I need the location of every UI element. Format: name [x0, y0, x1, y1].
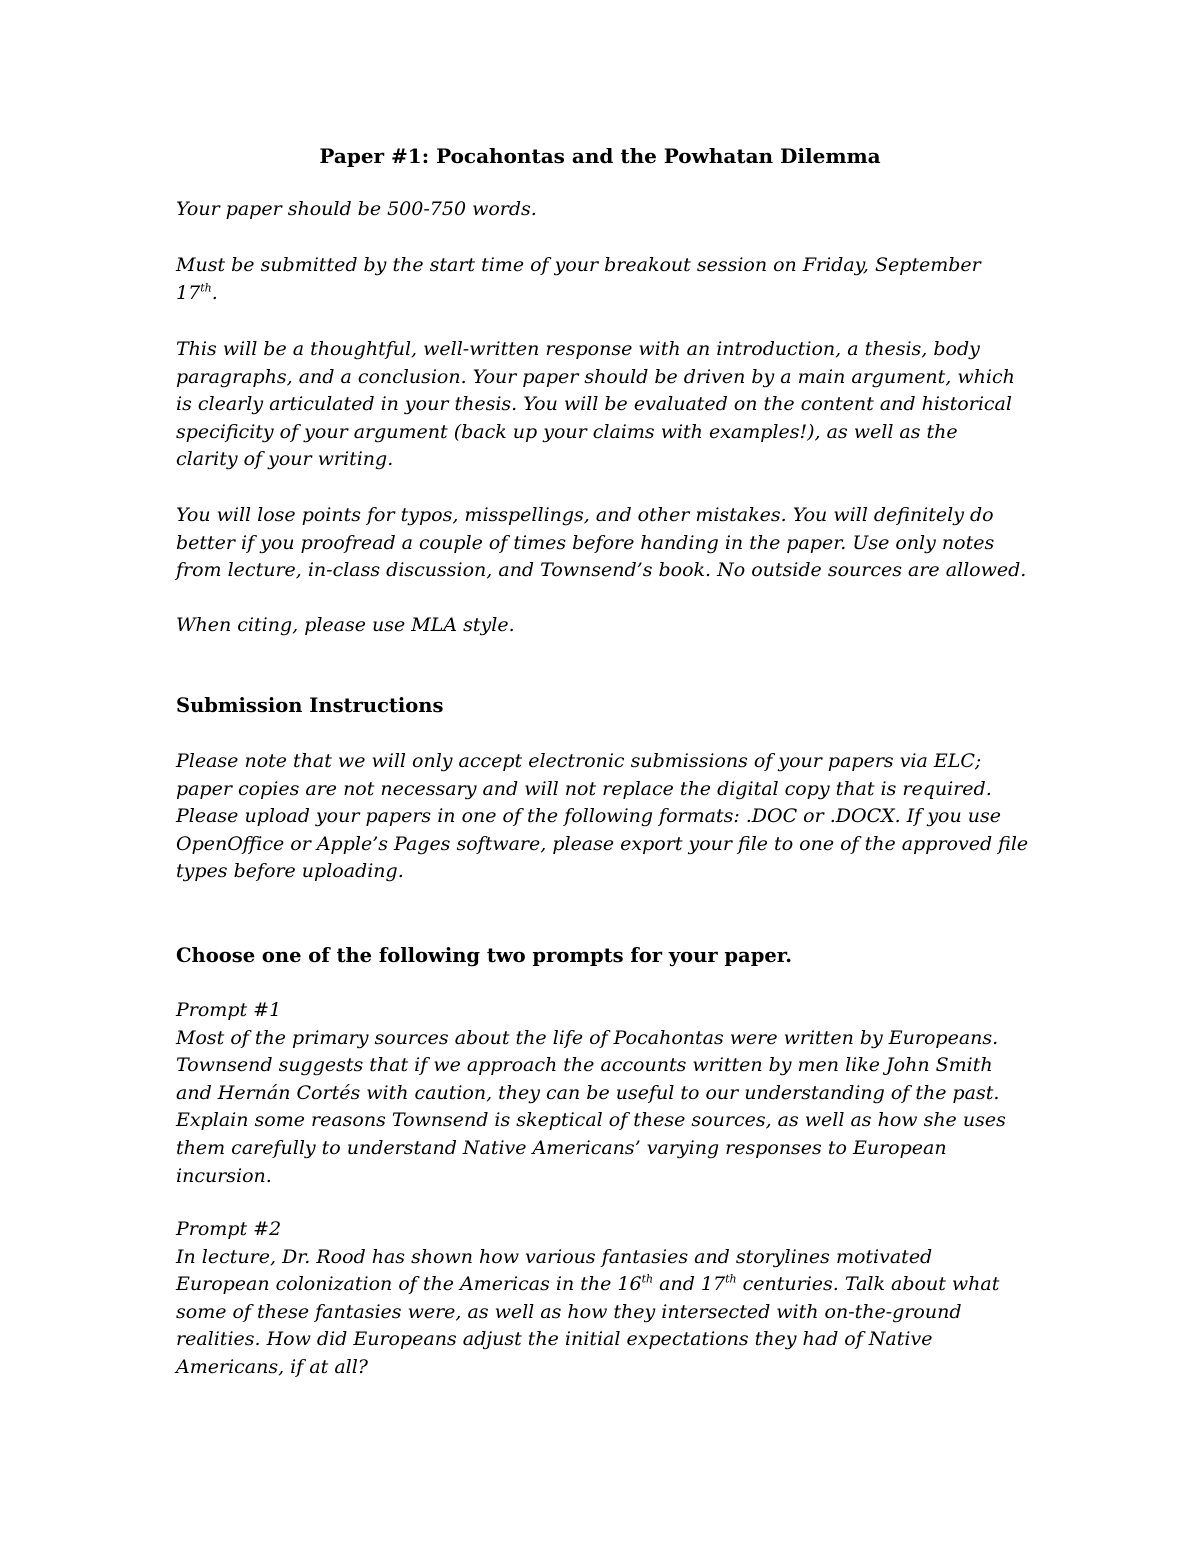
- deadline-paragraph: [176, 252, 981, 307]
- expectations-line: This will be a thoughtful, well-written response with an introduction, a thesis, body: [176, 338, 980, 360]
- submission-line: OpenOffice or Apple’s Pages software, please export your file to one of the approved file: [176, 832, 1029, 855]
- prompt-2-line: some of these fantasies were, as well as how they intersected with on-the-ground: [176, 1300, 962, 1323]
- century-16-suffix: th: [641, 1272, 654, 1286]
- deadline-day: 17: [176, 281, 201, 304]
- prompt-1-line: Most of the primary sources about the life of Pocahontas were written by Europeans.: [176, 1026, 999, 1049]
- prompt-1-line: incursion.: [176, 1164, 272, 1187]
- proofreading-line: better if you proofread a couple of times before handing in the paper. Use only notes: [176, 531, 995, 554]
- prompt-2-line: In lecture, Dr. Rood has shown how various fantasies and storylines motivated: [176, 1245, 933, 1268]
- prompt-1-line: Townsend suggests that if we approach the accounts written by men like John Smith: [176, 1054, 993, 1077]
- prompt-2-line: realities. How did Europeans adjust the initial expectations they had of Native: [176, 1328, 933, 1351]
- deadline-line-1: Must be submitted by the start time of your breakout session on Friday, September: [176, 254, 981, 276]
- citation-note: When citing, please use MLA style.: [176, 614, 515, 636]
- prompt-1-block: [176, 997, 1006, 1190]
- prompt-2-block: [176, 1216, 999, 1382]
- prompt-1-line: and Hernán Cortés with caution, they can be useful to our understanding of the past.: [176, 1081, 1000, 1104]
- submission-heading: Submission Instructions: [176, 694, 444, 717]
- submission-line: Please upload your papers in one of the following formats: .DOC or .DOCX. If you use: [176, 805, 1001, 828]
- prompt-2-line: [176, 1271, 999, 1299]
- prompt-1-line: Explain some reasons Townsend is skeptical of these sources, as well as how she uses: [176, 1109, 1006, 1132]
- submission-line: types before uploading.: [176, 860, 404, 883]
- submission-line: paper copies are not necessary and will not replace the digital copy that is required.: [176, 777, 992, 800]
- submission-line: Please note that we will only accept electronic submissions of your papers via ELC;: [176, 750, 982, 772]
- deadline-end: .: [211, 281, 218, 304]
- prompt-2-text: centuries. Talk about what: [736, 1273, 1000, 1296]
- proofreading-line: from lecture, in-class discussion, and Townsend’s book. No outside sources are allowed.: [176, 559, 1027, 582]
- proofreading-paragraph: [176, 502, 1026, 585]
- submission-paragraph: [176, 748, 1028, 886]
- century-17: 17: [700, 1273, 726, 1296]
- choose-prompt-heading: Choose one of the following two prompts for your paper.: [176, 944, 793, 967]
- expectations-line: specificity of your argument (back up your claims with examples!), as well as the: [176, 420, 958, 443]
- proofreading-line: You will lose points for typos, misspellings, and other mistakes. You will definitely do: [176, 504, 994, 526]
- length-note: Your paper should be 500-750 words.: [176, 198, 537, 220]
- expectations-line: clarity of your writing.: [176, 448, 394, 471]
- document-title: Paper #1: Pocahontas and the Powhatan Dilemma: [319, 144, 881, 168]
- prompt-1-label: Prompt #1: [176, 999, 282, 1021]
- century-17-suffix: th: [725, 1272, 737, 1286]
- expectations-line: is clearly articulated in your thesis. You will be evaluated on the content and historical: [176, 393, 1012, 416]
- prompt-2-text: and: [653, 1273, 701, 1296]
- prompt-2-text: European colonization of the Americas in the: [176, 1273, 618, 1296]
- expectations-line: paragraphs, and a conclusion. Your paper should be driven by a main argument, which: [176, 365, 1015, 388]
- century-16: 16: [617, 1273, 642, 1296]
- prompt-2-label: Prompt #2: [176, 1218, 282, 1240]
- prompt-1-line: them carefully to understand Native Americans’ varying responses to European: [176, 1136, 947, 1159]
- prompt-2-line: Americans, if at all?: [176, 1355, 368, 1378]
- expectations-paragraph: [176, 336, 1015, 474]
- deadline-day-suffix: th: [200, 281, 212, 295]
- deadline-line-2: [176, 280, 981, 308]
